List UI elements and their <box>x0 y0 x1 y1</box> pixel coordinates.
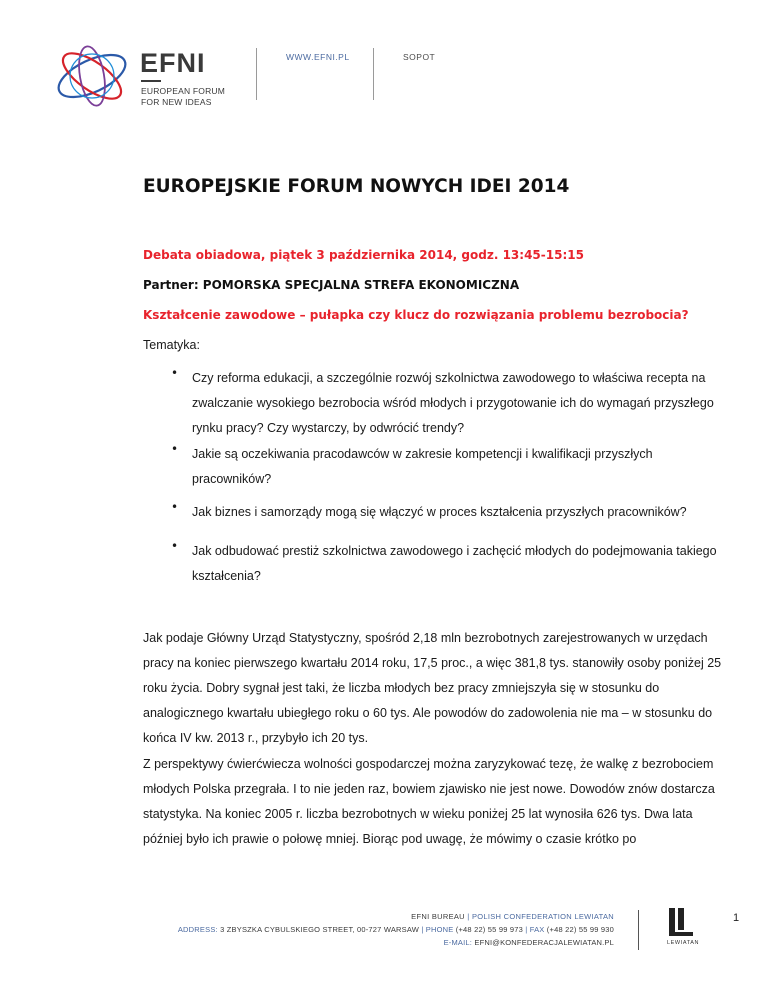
bullet-dot-icon: • <box>171 539 179 553</box>
logo-divider <box>141 80 161 82</box>
bullet-item <box>143 442 703 492</box>
footer-separator: | <box>525 925 528 934</box>
city-label: SOPOT <box>403 52 436 62</box>
footer-phone: (+48 22) 55 99 973 <box>455 925 523 934</box>
bullet-dot-icon: • <box>171 442 179 456</box>
page-number: 1 <box>733 912 740 924</box>
footer-address: 3 ZBYSZKA CYBULSKIEGO STREET, 00-727 WARSAW <box>220 925 420 934</box>
bullet-text: Jak odbudować prestiż szkolnictwa zawodowego i zachęcić młodych do podejmowania takiego kształcenia? <box>192 544 717 583</box>
lewiatan-logo-icon <box>668 908 694 938</box>
themes-label: Tematyka: <box>143 338 200 352</box>
logo-subtitle-line-1: EUROPEAN FORUM <box>141 86 226 96</box>
lewiatan-label: LEWIATAN <box>667 940 700 946</box>
page-header <box>0 0 768 120</box>
bullet-item <box>143 366 714 442</box>
footer-separator: | <box>421 925 424 934</box>
footer-contact <box>178 925 614 934</box>
body-paragraph: Z perspektywy ćwierćwiecza wolności gospodarczej można zaryzykować tezę, że walkę z bezrobociem młodych Polska przegrała. I to nie jeden raz, bowiem zjawisko nie jest nowe. Dowodów znów dostarcza statystyka. Na koniec 2005 r. liczba bezrobotnych w wieku poniżej 25 lat wynosiła 626 tys. Dwa lata później było ich prawie o połowę mniej. Biorąc pod uwagę, że mówimy o czasie krótko po <box>143 757 715 846</box>
bullet-text: Jak biznes i samorządy mogą się włączyć w proces kształcenia przyszłych pracowników? <box>192 505 687 519</box>
footer-bureau <box>411 912 614 921</box>
footer-email[interactable]: EFNI@KONFEDERACJALEWIATAN.PL <box>474 938 614 947</box>
efni-logo-word: EFNI <box>140 48 206 78</box>
website-link[interactable]: WWW.EFNI.PL <box>286 52 350 62</box>
footer-address-label: ADDRESS: <box>177 925 218 934</box>
page-footer <box>0 900 768 994</box>
footer-separator: | <box>467 912 470 921</box>
footer-email-label: E-MAIL: <box>443 938 473 947</box>
body-paragraph: Jak podaje Główny Urząd Statystyczny, spośród 2,18 mln bezrobotnych zarejestrowanych w urzędach pracy na koniec pierwszego kwartału 2014 roku, 17,5 proc., a więc 381,8 tys. stanowiły osoby poniżej 25 roku życia. Dobry sygnał jest taki, że liczba młodych bez pracy zmniejszyła się w stosunku do analogicznego kwartału ubiegłego roku o 60 tys. Ale powodów do zadowolenia nie ma – w stosunku do końca IV kw. 2013 r., przybyło ich 20 tys. <box>143 631 722 745</box>
header-divider-1 <box>256 48 257 100</box>
bullet-dot-icon: • <box>171 500 179 514</box>
partner-line: Partner: POMORSKA SPECJALNA STREFA EKONOMICZNA <box>143 278 520 292</box>
footer-phone-label: PHONE <box>425 925 454 934</box>
header-divider-2 <box>373 48 374 100</box>
logo-subtitle-line-2: FOR NEW IDEAS <box>141 97 212 107</box>
footer-fax: (+48 22) 55 99 930 <box>546 925 614 934</box>
debate-line: Debata obiadowa, piątek 3 października 2014, godz. 13:45-15:15 <box>143 248 584 262</box>
bullet-text: Jakie są oczekiwania pracodawców w zakresie kompetencji i kwalifikacji przyszłych pracowników? <box>192 447 653 486</box>
bullet-item <box>143 500 703 525</box>
footer-organisation: POLISH CONFEDERATION LEWIATAN <box>471 912 614 921</box>
footer-email-line <box>444 938 614 947</box>
bullet-item <box>143 539 717 589</box>
bullet-dot-icon: • <box>171 366 179 380</box>
footer-divider <box>638 910 639 950</box>
footer-fax-label: FAX <box>529 925 545 934</box>
topic-line: Kształcenie zawodowe – pułapka czy klucz do rozwiązania problemu bezrobocia? <box>143 308 689 322</box>
footer-bureau-name: EFNI BUREAU <box>411 912 465 921</box>
bullet-text: Czy reforma edukacji, a szczególnie rozwój szkolnictwa zawodowego to właściwa recepta na zwalczanie wysokiego bezrobocia wśród młodych i przygotowanie ich do wymagań przyszłego rynku pracy? Czy wystarczy, by odwrócić trendy? <box>192 371 714 435</box>
logo-subtitle <box>141 86 225 108</box>
efni-globe-logo-icon <box>52 40 132 112</box>
page-title: EUROPEJSKIE FORUM NOWYCH IDEI 2014 <box>143 176 570 197</box>
